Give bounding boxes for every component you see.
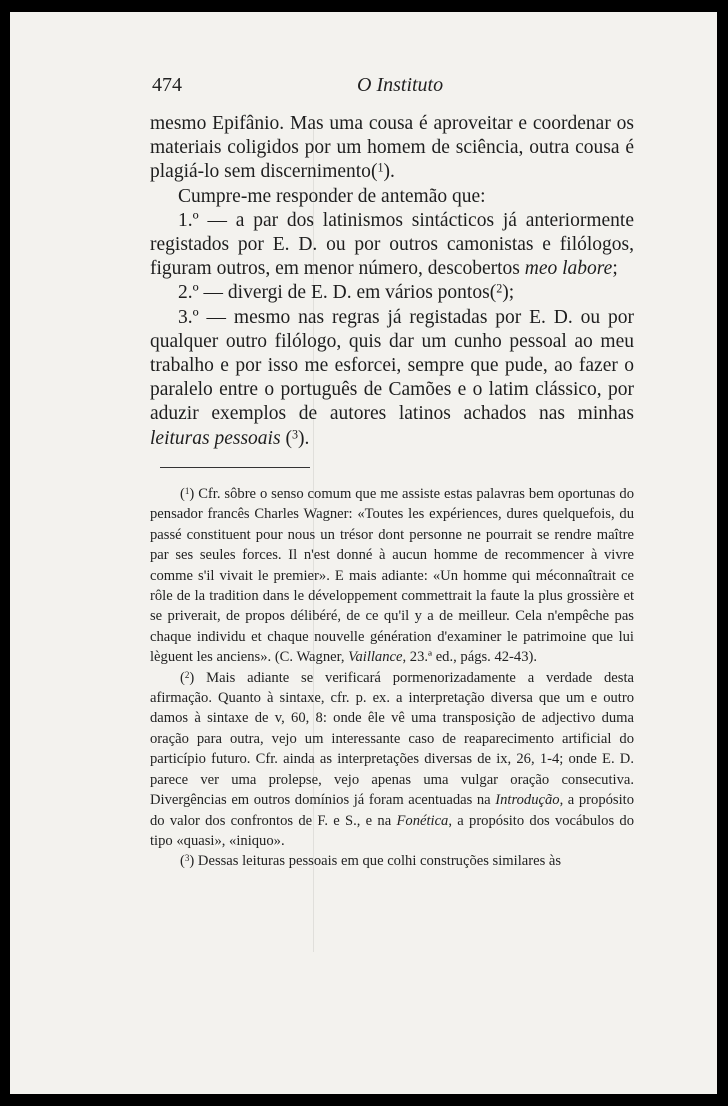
footnotes [150,484,634,872]
paragraph-1: mesmo Epifânio. Mas uma cousa é aproveitar e coordenar os materiais coligidos por um homem de sciência, outra cousa é plagiá-lo sem discernimento($^1$). [150,113,634,183]
page-header [152,74,632,104]
book-page [10,12,717,1094]
footnote-2: ($^2$) Mais adiante se verificará pormenorizadamente a verdade desta afirmação. Quanto à sintaxe, cfr. p. ex. a interpretação diversa que um e outro damos à sintaxe de v, 60, 8: onde êle vê uma transposição de adjectivo duma oração para outra, vejo um interessante caso de reaparecimento artificial do particípio futuro. Cfr. ainda as interpretações diversas de ix, 26, 1-4; onde E. D. parece ver uma prolepse, vejo apenas uma vulgar oração consecutiva. Divergências em outros domínios já foram acentuadas na Introdução, a propósito do valor dos confrontos de F. e S., e na Fonética, a propósito dos vocábulos do tipo «quasi», «iniquo». [150,669,635,849]
page-number: 474 [152,74,182,96]
running-title: O Instituto [357,74,444,96]
footnote-3: ($^3$) Dessas leituras pessoais em que colhi construções similares às [180,853,562,870]
paragraph-5: 3.º — mesmo nas regras já registadas por E. D. ou por qualquer outro filólogo, quis dar um cunho pessoal ao meu trabalho e por isso me esforcei, sempre que pude, ao fazer o paralelo entre o português de Camões e o latim clássico, por aduzir exemplos de autores latinos achados nas minhas leituras pessoais ($^3$). [150,306,634,449]
footnote-separator [160,467,310,468]
main-text [150,112,634,451]
footnote-1: ($^1$) Cfr. sôbre o senso comum que me assiste estas palavras bem oportunas do pensador francês Charles Wagner: «Toutes les expériences, dures quelquefois, du passé constituent pour nous un trésor dont personne ne pourrait se rendre maître par ses seules forces. Il n'est donné à aucun homme de recommencer à vivre comme s'il vivait le premier». E mais adiante: «Un homme qui méconnaîtrait ce rôle de la tradition dans le développement commettrait la faute la plus grossière et se priverait, de propos délibéré, de ce qu'il y a de meilleur. Cela n'empêche pas chaque individu et chaque nouvelle génération d'examiner le patrimoine que lui lèguent les anciens». (C. Wagner, Vaillance, 23.ª ed., págs. 42-43). [150,485,634,666]
paragraph-2: Cumpre-me responder de antemão que: [178,185,486,207]
paragraph-3: 1.º — a par dos latinismos sintácticos já anteriormente registados por E. D. ou por outros camonistas e filólogos, figuram outros, em menor número, descobertos meo labore; [150,209,634,280]
paragraph-4: 2.º — divergi de E. D. em vários pontos($^2$); [178,281,515,304]
